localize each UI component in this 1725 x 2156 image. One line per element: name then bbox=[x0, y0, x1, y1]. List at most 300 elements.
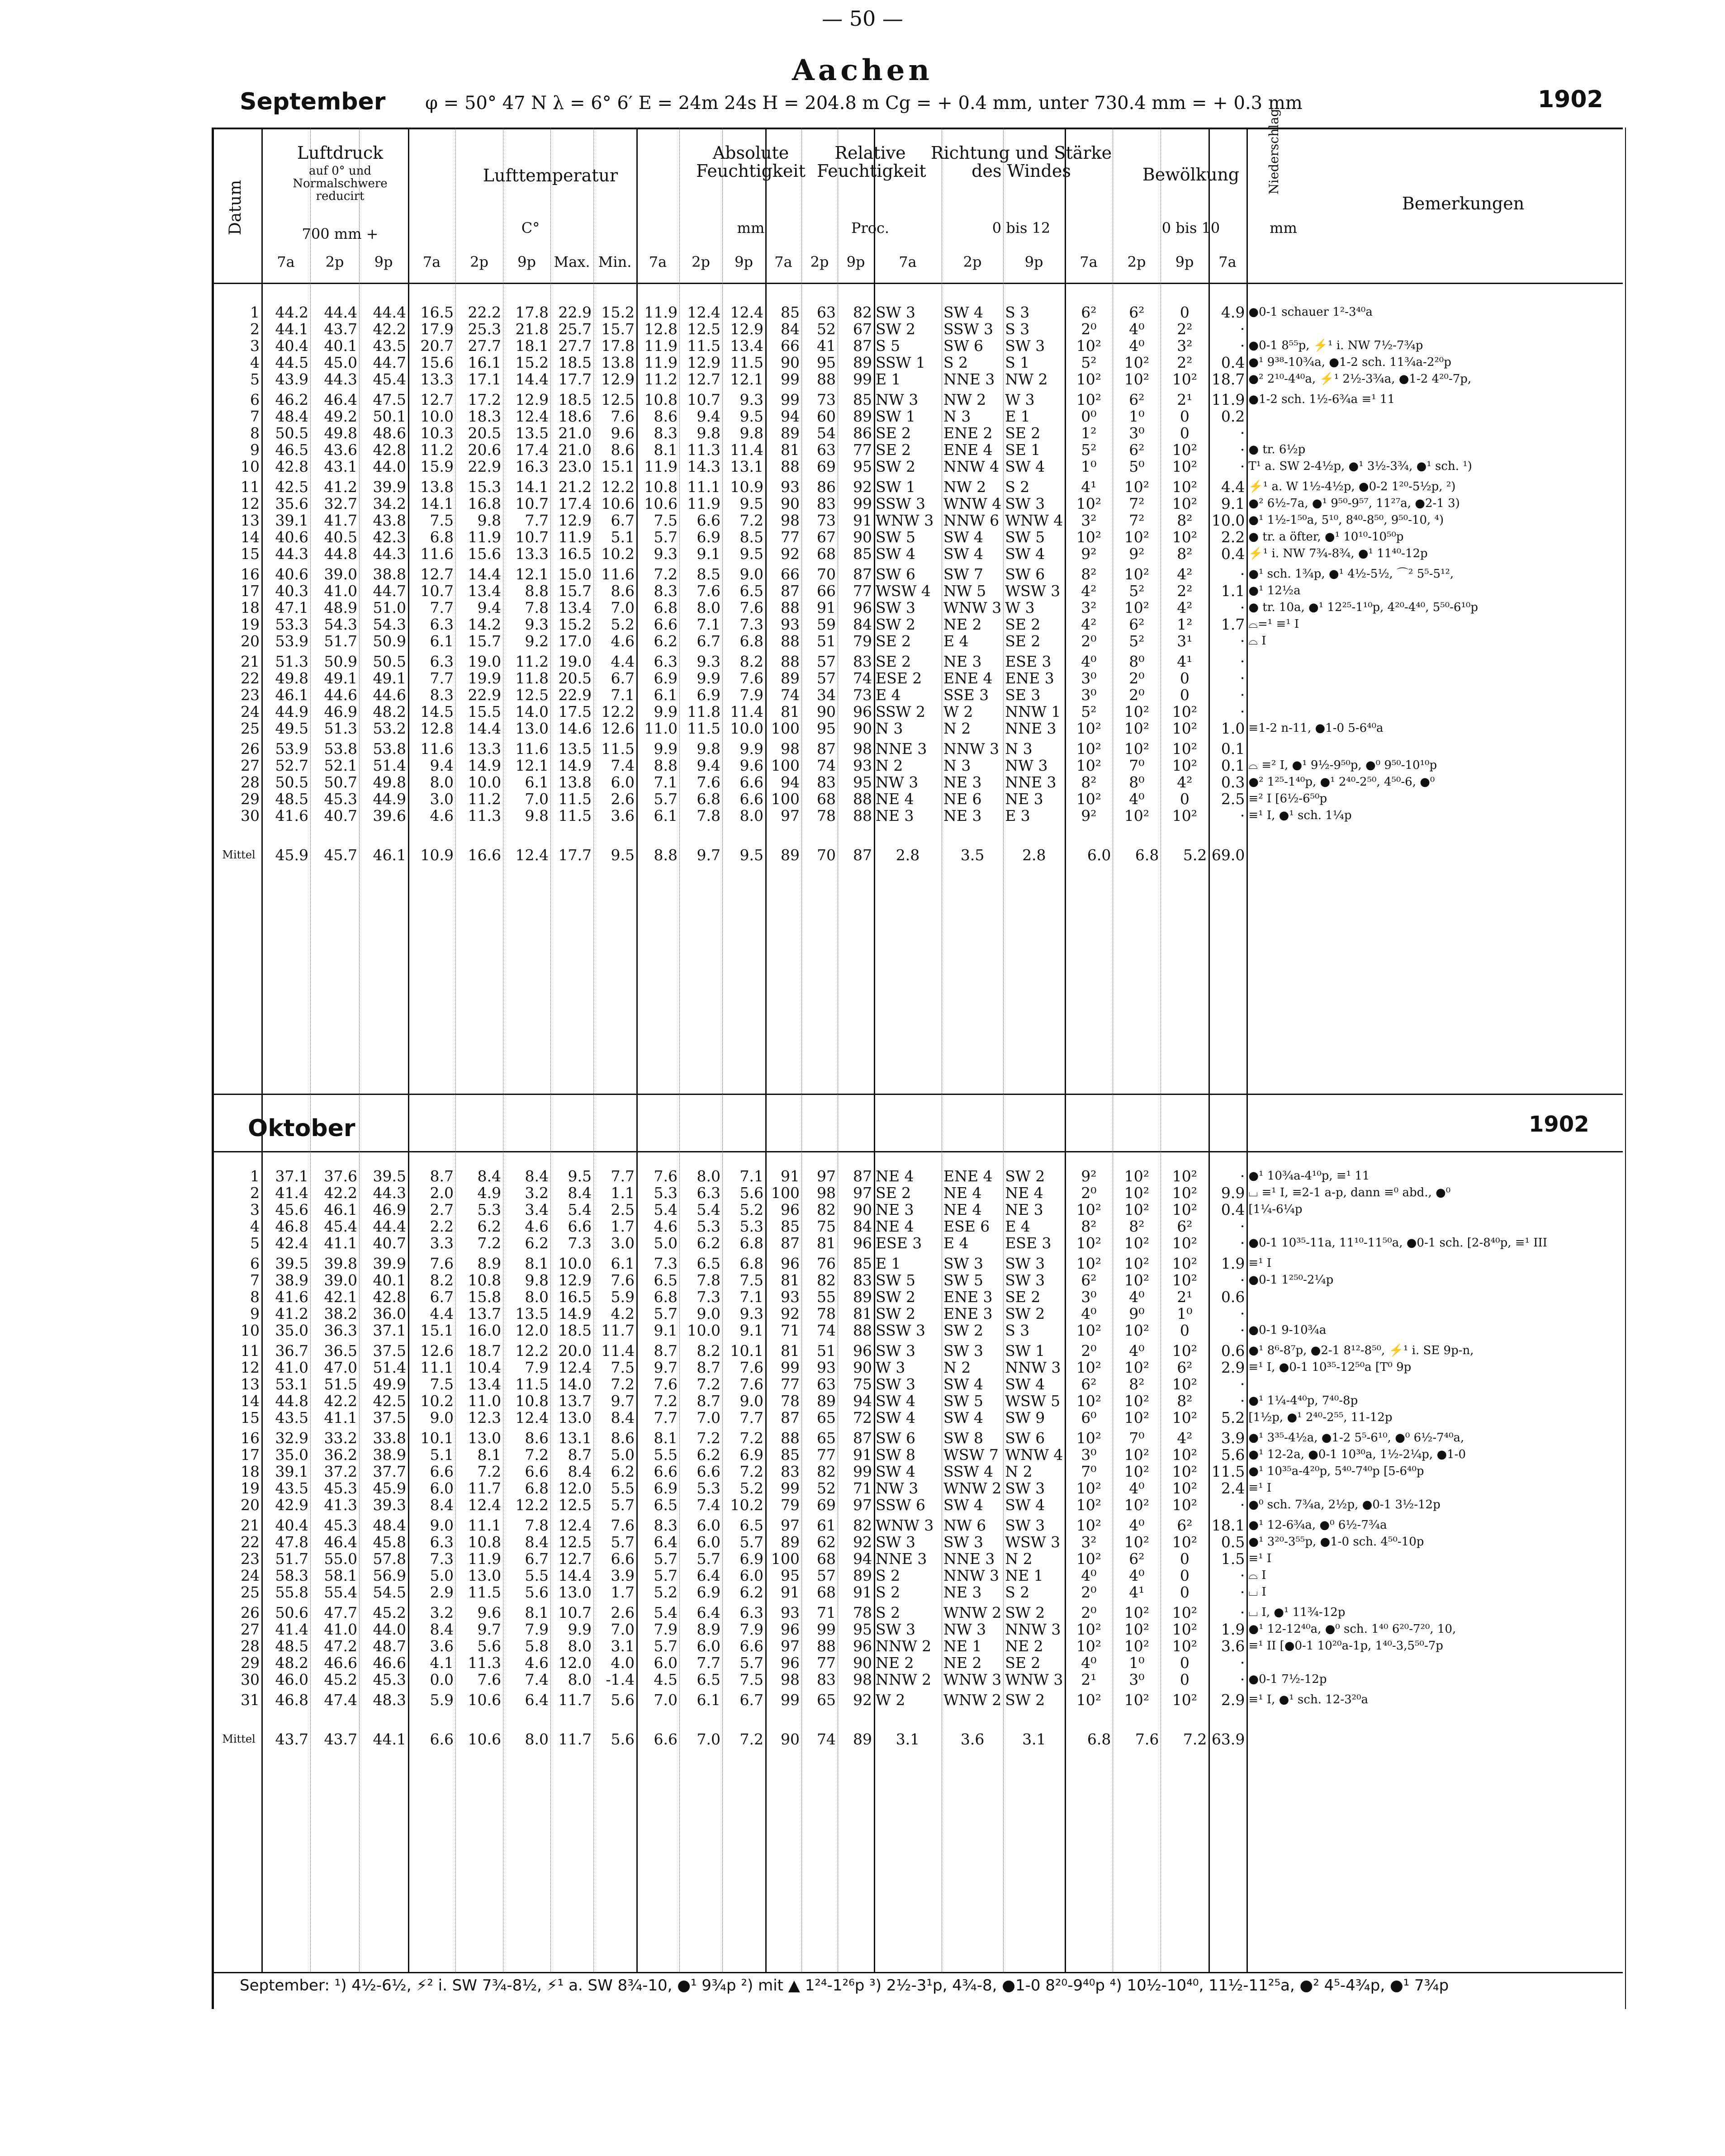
cell-wind-2p: SSW 3 bbox=[943, 321, 994, 337]
cell-niederschlag: 1.7 bbox=[1221, 616, 1245, 633]
cell-abs-9p: 6.5 bbox=[739, 583, 763, 599]
cell-temp-max: 12.0 bbox=[558, 1480, 592, 1497]
cell-abs-9p: 6.6 bbox=[739, 774, 763, 791]
cell-rel-9p: 84 bbox=[853, 1218, 872, 1235]
cell-abs-7a: 6.3 bbox=[654, 653, 678, 670]
mean-bew-7a: 6.0 bbox=[1087, 846, 1111, 864]
cell-bew-7a: 9² bbox=[1081, 1168, 1097, 1185]
cell-luftdruck-9p: 48.3 bbox=[373, 1692, 406, 1708]
cell-niederschlag: 0.4 bbox=[1221, 1201, 1245, 1218]
cell-temp-min: 11.6 bbox=[601, 566, 635, 583]
cell-temp-max: 17.7 bbox=[558, 371, 592, 388]
cell-rel-7a: 85 bbox=[781, 1446, 800, 1463]
cell-luftdruck-2p: 54.3 bbox=[324, 616, 357, 633]
cell-luftdruck-2p: 39.0 bbox=[324, 1272, 357, 1289]
cell-temp-min: 4.2 bbox=[611, 1305, 635, 1322]
cell-wind-2p: WNW 3 bbox=[943, 599, 1002, 616]
cell-luftdruck-9p: 44.4 bbox=[373, 304, 406, 321]
cell-luftdruck-7a: 55.8 bbox=[275, 1584, 308, 1601]
cell-wind-7a: NE 3 bbox=[876, 807, 914, 824]
cell-bemerkungen bbox=[1246, 1376, 1559, 1393]
cell-wind-9p: SW 4 bbox=[1005, 1497, 1045, 1513]
cell-temp-7a: 12.7 bbox=[420, 391, 454, 408]
cell-datum: 16 bbox=[241, 1430, 260, 1446]
cell-bew-2p: 10² bbox=[1124, 1497, 1150, 1513]
cell-abs-9p: 9.1 bbox=[739, 1322, 763, 1339]
cell-rel-2p: 52 bbox=[817, 321, 836, 337]
cell-temp-2p: 10.8 bbox=[468, 1534, 501, 1550]
group-gap bbox=[216, 475, 1559, 479]
cell-bemerkungen bbox=[1246, 740, 1559, 757]
cell-wind-7a: SW 6 bbox=[876, 1430, 916, 1446]
cell-niederschlag: 4.9 bbox=[1221, 304, 1245, 321]
cell-abs-7a: 8.1 bbox=[654, 1430, 678, 1446]
cell-temp-2p: 13.4 bbox=[468, 1376, 501, 1393]
cell-temp-2p: 11.3 bbox=[468, 807, 501, 824]
cell-niederschlag: · bbox=[1240, 703, 1245, 720]
cell-temp-min: 7.6 bbox=[611, 1517, 635, 1534]
cell-bew-2p: 9² bbox=[1129, 545, 1145, 562]
cell-abs-9p: 6.5 bbox=[739, 1517, 763, 1534]
cell-abs-7a: 7.1 bbox=[654, 774, 678, 791]
cell-bew-7a: 10² bbox=[1076, 757, 1102, 774]
cell-temp-7a: 7.5 bbox=[430, 512, 454, 529]
cell-temp-9p: 11.8 bbox=[515, 670, 549, 687]
table-row bbox=[216, 1305, 1559, 1322]
cell-temp-7a: 15.1 bbox=[420, 1322, 454, 1339]
table-row bbox=[216, 495, 1559, 512]
cell-temp-max: 18.5 bbox=[558, 1322, 592, 1339]
group-gap bbox=[216, 1601, 1559, 1604]
cell-luftdruck-7a: 41.2 bbox=[275, 1305, 308, 1322]
cell-wind-7a: SW 1 bbox=[876, 479, 916, 495]
table-row bbox=[216, 1359, 1559, 1376]
subheader-rel-2p: 2p bbox=[810, 253, 829, 270]
cell-abs-7a: 4.6 bbox=[654, 1218, 678, 1235]
cell-abs-2p: 9.0 bbox=[697, 1305, 720, 1322]
cell-wind-9p: NE 1 bbox=[1005, 1567, 1043, 1584]
cell-rel-9p: 94 bbox=[853, 1393, 872, 1409]
cell-wind-9p: NNW 3 bbox=[1005, 1621, 1061, 1638]
table-row bbox=[216, 703, 1559, 720]
cell-niederschlag: 0.3 bbox=[1221, 774, 1245, 791]
cell-rel-9p: 75 bbox=[853, 1376, 872, 1393]
cell-wind-9p: WNW 4 bbox=[1005, 1446, 1063, 1463]
cell-luftdruck-9p: 49.1 bbox=[373, 670, 406, 687]
cell-bew-7a: 8² bbox=[1081, 1218, 1097, 1235]
cell-abs-7a: 5.7 bbox=[654, 791, 678, 807]
cell-niederschlag: · bbox=[1240, 1305, 1245, 1322]
cell-bemerkungen: ●⁰ sch. 7¾a, 2½p, ●0-1 3½-12p bbox=[1248, 1498, 1441, 1512]
cell-rel-7a: 89 bbox=[781, 425, 800, 441]
cell-wind-2p: NE 4 bbox=[943, 1185, 982, 1201]
cell-temp-min: 5.7 bbox=[611, 1534, 635, 1550]
cell-bemerkungen bbox=[1246, 1289, 1559, 1305]
subheader-wind-9p: 9p bbox=[1024, 253, 1043, 270]
cell-rel-7a: 100 bbox=[771, 720, 800, 737]
cell-abs-7a: 7.5 bbox=[654, 512, 678, 529]
cell-temp-max: 12.7 bbox=[558, 1550, 592, 1567]
cell-temp-min: 10.6 bbox=[601, 495, 635, 512]
cell-luftdruck-9p: 45.4 bbox=[373, 371, 406, 388]
cell-wind-2p: NNW 3 bbox=[943, 740, 1000, 757]
mean-rel-7a: 89 bbox=[781, 846, 800, 864]
cell-luftdruck-2p: 50.9 bbox=[324, 653, 357, 670]
cell-luftdruck-9p: 39.3 bbox=[373, 1497, 406, 1513]
cell-niederschlag: 1.0 bbox=[1221, 720, 1245, 737]
cell-temp-2p: 14.2 bbox=[468, 616, 501, 633]
cell-abs-2p: 11.1 bbox=[687, 479, 720, 495]
cell-temp-2p: 12.3 bbox=[468, 1409, 501, 1426]
mean-bemerkungen bbox=[1246, 1712, 1559, 1766]
cell-bew-7a: 6² bbox=[1081, 1376, 1097, 1393]
cell-temp-min: 7.0 bbox=[611, 1621, 635, 1638]
cell-temp-7a: 15.6 bbox=[420, 354, 454, 371]
cell-rel-9p: 82 bbox=[853, 304, 872, 321]
cell-niederschlag: 0.1 bbox=[1221, 757, 1245, 774]
cell-temp-2p: 11.7 bbox=[468, 1480, 501, 1497]
cell-temp-9p: 7.8 bbox=[525, 599, 549, 616]
table-row bbox=[216, 1430, 1559, 1446]
cell-luftdruck-2p: 42.1 bbox=[324, 1289, 357, 1305]
mean-niederschlag: 69.0 bbox=[1211, 846, 1245, 864]
cell-luftdruck-2p: 45.4 bbox=[324, 1218, 357, 1235]
cell-rel-7a: 89 bbox=[781, 1534, 800, 1550]
cell-luftdruck-9p: 44.0 bbox=[373, 458, 406, 475]
cell-luftdruck-9p: 57.8 bbox=[373, 1550, 406, 1567]
cell-luftdruck-7a: 38.9 bbox=[275, 1272, 308, 1289]
cell-temp-max: 8.0 bbox=[568, 1638, 592, 1654]
cell-temp-min: 12.5 bbox=[601, 391, 635, 408]
cell-temp-min: 4.0 bbox=[611, 1654, 635, 1671]
cell-temp-9p: 17.8 bbox=[515, 304, 549, 321]
cell-bew-2p: 10² bbox=[1124, 371, 1150, 388]
cell-luftdruck-2p: 40.7 bbox=[324, 807, 357, 824]
cell-luftdruck-2p: 36.3 bbox=[324, 1322, 357, 1339]
cell-luftdruck-7a: 47.8 bbox=[275, 1534, 308, 1550]
cell-temp-min: 6.7 bbox=[611, 512, 635, 529]
subheader-luftdruck-9p: 9p bbox=[374, 253, 393, 270]
cell-bew-7a: 10² bbox=[1076, 529, 1102, 545]
cell-luftdruck-2p: 43.1 bbox=[324, 458, 357, 475]
cell-wind-7a: SW 3 bbox=[876, 1621, 916, 1638]
cell-luftdruck-7a: 53.9 bbox=[275, 633, 308, 649]
cell-wind-7a: SE 2 bbox=[876, 441, 911, 458]
cell-wind-2p: SSW 4 bbox=[943, 1463, 994, 1480]
cell-luftdruck-9p: 38.9 bbox=[373, 1446, 406, 1463]
cell-niederschlag: · bbox=[1240, 1654, 1245, 1671]
cell-rel-7a: 88 bbox=[781, 633, 800, 649]
cell-temp-max: 27.7 bbox=[558, 337, 592, 354]
cell-temp-min: 3.9 bbox=[611, 1567, 635, 1584]
cell-bew-2p: 4¹ bbox=[1129, 1584, 1145, 1601]
cell-abs-2p: 6.5 bbox=[697, 1671, 720, 1688]
table-row bbox=[216, 321, 1559, 337]
cell-luftdruck-2p: 51.5 bbox=[324, 1376, 357, 1393]
cell-luftdruck-9p: 44.7 bbox=[373, 354, 406, 371]
cell-datum: 6 bbox=[250, 391, 260, 408]
group-gap bbox=[216, 824, 1559, 828]
mean-temp-9p: 12.4 bbox=[515, 846, 549, 864]
cell-bew-9p: 10² bbox=[1172, 1376, 1198, 1393]
cell-datum: 17 bbox=[241, 583, 260, 599]
mean-bew-2p: 6.8 bbox=[1135, 846, 1159, 864]
cell-temp-7a: 8.2 bbox=[430, 1272, 454, 1289]
cell-rel-2p: 93 bbox=[817, 1359, 836, 1376]
cell-temp-max: 14.4 bbox=[558, 1567, 592, 1584]
cell-wind-2p: SW 4 bbox=[943, 304, 984, 321]
cell-niederschlag: · bbox=[1240, 807, 1245, 824]
cell-temp-max: 22.9 bbox=[558, 687, 592, 703]
cell-luftdruck-7a: 50.6 bbox=[275, 1604, 308, 1621]
cell-rel-7a: 100 bbox=[771, 791, 800, 807]
cell-bew-2p: 8² bbox=[1129, 1376, 1145, 1393]
cell-rel-2p: 78 bbox=[817, 807, 836, 824]
cell-rel-9p: 85 bbox=[853, 545, 872, 562]
cell-bew-9p: 2² bbox=[1177, 354, 1193, 371]
cell-bew-7a: 4¹ bbox=[1081, 479, 1097, 495]
cell-wind-9p: SW 2 bbox=[1005, 1305, 1045, 1322]
cell-niederschlag: 18.1 bbox=[1211, 1517, 1245, 1534]
header-relative-feuchtigkeit: Relative Feuchtigkeit bbox=[817, 143, 926, 181]
cell-datum: 8 bbox=[250, 425, 260, 441]
cell-luftdruck-7a: 39.1 bbox=[275, 1463, 308, 1480]
table-row bbox=[216, 583, 1559, 599]
cell-luftdruck-2p: 37.6 bbox=[324, 1168, 357, 1185]
cell-temp-9p: 12.1 bbox=[515, 757, 549, 774]
mean-temp-7a: 6.6 bbox=[430, 1730, 454, 1748]
cell-temp-7a: 13.8 bbox=[420, 479, 454, 495]
cell-bew-2p: 7² bbox=[1129, 512, 1145, 529]
cell-luftdruck-7a: 32.9 bbox=[275, 1430, 308, 1446]
cell-temp-7a: 4.6 bbox=[430, 807, 454, 824]
cell-temp-2p: 17.2 bbox=[468, 391, 501, 408]
cell-abs-9p: 12.4 bbox=[730, 304, 763, 321]
cell-luftdruck-7a: 44.2 bbox=[275, 304, 308, 321]
cell-luftdruck-2p: 53.8 bbox=[324, 740, 357, 757]
cell-niederschlag: 2.2 bbox=[1221, 529, 1245, 545]
group-gap bbox=[216, 1708, 1559, 1712]
cell-temp-min: 5.2 bbox=[611, 616, 635, 633]
cell-niederschlag: · bbox=[1240, 441, 1245, 458]
cell-rel-7a: 96 bbox=[781, 1201, 800, 1218]
mean-label: Mittel bbox=[222, 848, 256, 861]
cell-datum: 18 bbox=[241, 1463, 260, 1480]
cell-bew-9p: 4¹ bbox=[1177, 653, 1193, 670]
cell-bew-9p: 10² bbox=[1172, 1235, 1198, 1251]
cell-bew-7a: 10² bbox=[1076, 1393, 1102, 1409]
cell-abs-9p: 13.1 bbox=[730, 458, 763, 475]
cell-wind-2p: SW 7 bbox=[943, 566, 984, 583]
table-row bbox=[216, 633, 1559, 649]
cell-bew-7a: 3⁰ bbox=[1081, 670, 1097, 687]
cell-temp-max: 12.9 bbox=[558, 1272, 592, 1289]
cell-abs-7a: 7.0 bbox=[654, 1692, 678, 1708]
subheader-abs-2p: 2p bbox=[692, 253, 710, 270]
cell-wind-9p: SW 4 bbox=[1005, 545, 1045, 562]
cell-datum: 2 bbox=[250, 321, 260, 337]
cell-abs-9p: 9.8 bbox=[739, 425, 763, 441]
cell-abs-7a: 5.7 bbox=[654, 1638, 678, 1654]
cell-bew-7a: 3⁰ bbox=[1081, 687, 1097, 703]
cell-bemerkungen: ●0-1 9-10¾a bbox=[1248, 1323, 1327, 1337]
cell-datum: 21 bbox=[241, 653, 260, 670]
cell-datum: 24 bbox=[241, 1567, 260, 1584]
cell-wind-7a: SW 5 bbox=[876, 529, 916, 545]
cell-luftdruck-2p: 46.1 bbox=[324, 1201, 357, 1218]
cell-luftdruck-9p: 45.8 bbox=[373, 1534, 406, 1550]
cell-temp-2p: 13.7 bbox=[468, 1305, 501, 1322]
cell-niederschlag: 0.6 bbox=[1221, 1289, 1245, 1305]
cell-rel-2p: 90 bbox=[817, 703, 836, 720]
cell-wind-9p: WNW 3 bbox=[1005, 1671, 1063, 1688]
cell-luftdruck-7a: 44.5 bbox=[275, 354, 308, 371]
cell-wind-7a: WNW 3 bbox=[876, 1517, 934, 1534]
cell-abs-2p: 6.0 bbox=[697, 1534, 720, 1550]
cell-abs-2p: 5.3 bbox=[697, 1218, 720, 1235]
cell-luftdruck-7a: 51.3 bbox=[275, 653, 308, 670]
cell-temp-2p: 8.1 bbox=[477, 1446, 501, 1463]
cell-rel-9p: 89 bbox=[853, 354, 872, 371]
cell-temp-min: 1.1 bbox=[611, 1185, 635, 1201]
cell-bew-9p: 0 bbox=[1180, 1550, 1189, 1567]
cell-datum: 12 bbox=[241, 1359, 260, 1376]
cell-datum: 15 bbox=[241, 545, 260, 562]
cell-niederschlag: · bbox=[1240, 1584, 1245, 1601]
cell-wind-2p: NE 2 bbox=[943, 616, 982, 633]
cell-luftdruck-7a: 50.5 bbox=[275, 774, 308, 791]
header-absolute-feuchtigkeit: Absolute Feuchtigkeit bbox=[696, 143, 806, 181]
cell-abs-2p: 9.9 bbox=[697, 670, 720, 687]
cell-rel-2p: 88 bbox=[817, 371, 836, 388]
cell-luftdruck-2p: 49.8 bbox=[324, 425, 357, 441]
cell-bemerkungen: ≡¹ I, ●¹ sch. 12-3²⁰a bbox=[1248, 1693, 1368, 1706]
cell-wind-9p: NNE 3 bbox=[1005, 774, 1057, 791]
cell-rel-9p: 83 bbox=[853, 653, 872, 670]
cell-datum: 20 bbox=[241, 633, 260, 649]
cell-bew-2p: 6² bbox=[1129, 616, 1145, 633]
cell-rel-2p: 77 bbox=[817, 1446, 836, 1463]
cell-datum: 18 bbox=[241, 599, 260, 616]
cell-bew-2p: 10² bbox=[1124, 1692, 1150, 1708]
cell-datum: 10 bbox=[241, 458, 260, 475]
cell-temp-9p: 8.1 bbox=[525, 1255, 549, 1272]
cell-rel-2p: 95 bbox=[817, 720, 836, 737]
cell-bew-9p: 10² bbox=[1172, 807, 1198, 824]
cell-luftdruck-9p: 46.9 bbox=[373, 1201, 406, 1218]
cell-temp-min: 3.6 bbox=[611, 807, 635, 824]
cell-temp-min: 7.6 bbox=[611, 1272, 635, 1289]
table-row bbox=[216, 1393, 1559, 1409]
table-row bbox=[216, 441, 1559, 458]
cell-abs-7a: 7.7 bbox=[654, 1409, 678, 1426]
cell-temp-min: 5.1 bbox=[611, 529, 635, 545]
cell-wind-2p: NW 6 bbox=[943, 1517, 986, 1534]
cell-bemerkungen: ≡¹ I bbox=[1248, 1552, 1272, 1565]
cell-wind-7a: SW 8 bbox=[876, 1446, 916, 1463]
cell-luftdruck-7a: 41.6 bbox=[275, 1289, 308, 1305]
cell-rel-7a: 83 bbox=[781, 1463, 800, 1480]
cell-temp-min: 15.7 bbox=[601, 321, 635, 337]
cell-bemerkungen: T¹ a. SW 2-4½p, ●¹ 3½-3¾, ●¹ sch. ¹) bbox=[1248, 460, 1472, 473]
cell-abs-7a: 5.7 bbox=[654, 1550, 678, 1567]
cell-wind-7a: NNE 3 bbox=[876, 740, 927, 757]
cell-abs-7a: 5.3 bbox=[654, 1185, 678, 1201]
cell-bew-7a: 6⁰ bbox=[1081, 1409, 1097, 1426]
cell-wind-2p: SW 4 bbox=[943, 545, 984, 562]
cell-rel-9p: 91 bbox=[853, 512, 872, 529]
cell-temp-9p: 21.8 bbox=[515, 321, 549, 337]
cell-wind-2p: ESE 6 bbox=[943, 1218, 990, 1235]
cell-bew-7a: 10² bbox=[1076, 495, 1102, 512]
cell-abs-2p: 5.3 bbox=[697, 1480, 720, 1497]
cell-bemerkungen: ⌓ I bbox=[1248, 634, 1266, 648]
cell-abs-9p: 6.7 bbox=[739, 1692, 763, 1708]
cell-bew-2p: 10² bbox=[1124, 740, 1150, 757]
cell-temp-9p: 7.8 bbox=[525, 1517, 549, 1534]
cell-temp-max: 11.5 bbox=[558, 807, 592, 824]
cell-bew-9p: 10² bbox=[1172, 1409, 1198, 1426]
cell-bew-2p: 10² bbox=[1124, 1621, 1150, 1638]
cell-wind-7a: E 1 bbox=[876, 371, 901, 388]
cell-wind-9p: WSW 3 bbox=[1005, 583, 1061, 599]
table-row bbox=[216, 1409, 1559, 1426]
cell-bemerkungen bbox=[1246, 703, 1559, 720]
cell-bew-2p: 6² bbox=[1129, 1550, 1145, 1567]
cell-wind-2p: N 2 bbox=[943, 1359, 971, 1376]
group-gap bbox=[216, 562, 1559, 566]
cell-bew-9p: 10² bbox=[1172, 1621, 1198, 1638]
mean-wind-9p: 3.1 bbox=[1022, 1730, 1046, 1748]
cell-luftdruck-9p: 38.8 bbox=[373, 566, 406, 583]
cell-temp-min: 11.7 bbox=[601, 1322, 635, 1339]
subheader-luftdruck-2p: 2p bbox=[325, 253, 344, 270]
cell-wind-2p: NE 3 bbox=[943, 1584, 982, 1601]
cell-bew-7a: 10² bbox=[1076, 1430, 1102, 1446]
cell-luftdruck-7a: 39.5 bbox=[275, 1255, 308, 1272]
cell-bew-2p: 5⁰ bbox=[1129, 458, 1145, 475]
cell-temp-min: 6.1 bbox=[611, 1255, 635, 1272]
cell-bew-7a: 7⁰ bbox=[1081, 1463, 1097, 1480]
cell-abs-2p: 6.7 bbox=[697, 633, 720, 649]
cell-abs-9p: 7.9 bbox=[739, 1621, 763, 1638]
cell-rel-2p: 52 bbox=[817, 1480, 836, 1497]
cell-temp-max: 9.9 bbox=[568, 1621, 592, 1638]
cell-rel-9p: 96 bbox=[853, 703, 872, 720]
cell-bemerkungen bbox=[1246, 321, 1559, 337]
cell-abs-7a: 8.8 bbox=[654, 757, 678, 774]
cell-wind-9p: SW 6 bbox=[1005, 1430, 1045, 1446]
cell-luftdruck-2p: 51.3 bbox=[324, 720, 357, 737]
cell-temp-9p: 12.0 bbox=[515, 1322, 549, 1339]
cell-abs-9p: 8.0 bbox=[739, 807, 763, 824]
cell-temp-min: 1.7 bbox=[611, 1218, 635, 1235]
cell-datum: 30 bbox=[241, 1671, 260, 1688]
cell-temp-2p: 11.9 bbox=[468, 529, 501, 545]
cell-luftdruck-2p: 45.2 bbox=[324, 1671, 357, 1688]
cell-abs-9p: 5.2 bbox=[739, 1201, 763, 1218]
cell-luftdruck-7a: 42.4 bbox=[275, 1235, 308, 1251]
cell-bew-2p: 10² bbox=[1124, 1201, 1150, 1218]
cell-wind-9p: SW 3 bbox=[1005, 1255, 1045, 1272]
cell-temp-2p: 14.4 bbox=[468, 566, 501, 583]
cell-wind-9p: SW 5 bbox=[1005, 529, 1045, 545]
cell-temp-max: 14.9 bbox=[558, 757, 592, 774]
cell-luftdruck-9p: 48.2 bbox=[373, 703, 406, 720]
cell-luftdruck-9p: 46.6 bbox=[373, 1654, 406, 1671]
mean-label: Mittel bbox=[222, 1732, 256, 1745]
mean-luftdruck-7a: 45.9 bbox=[275, 846, 308, 864]
